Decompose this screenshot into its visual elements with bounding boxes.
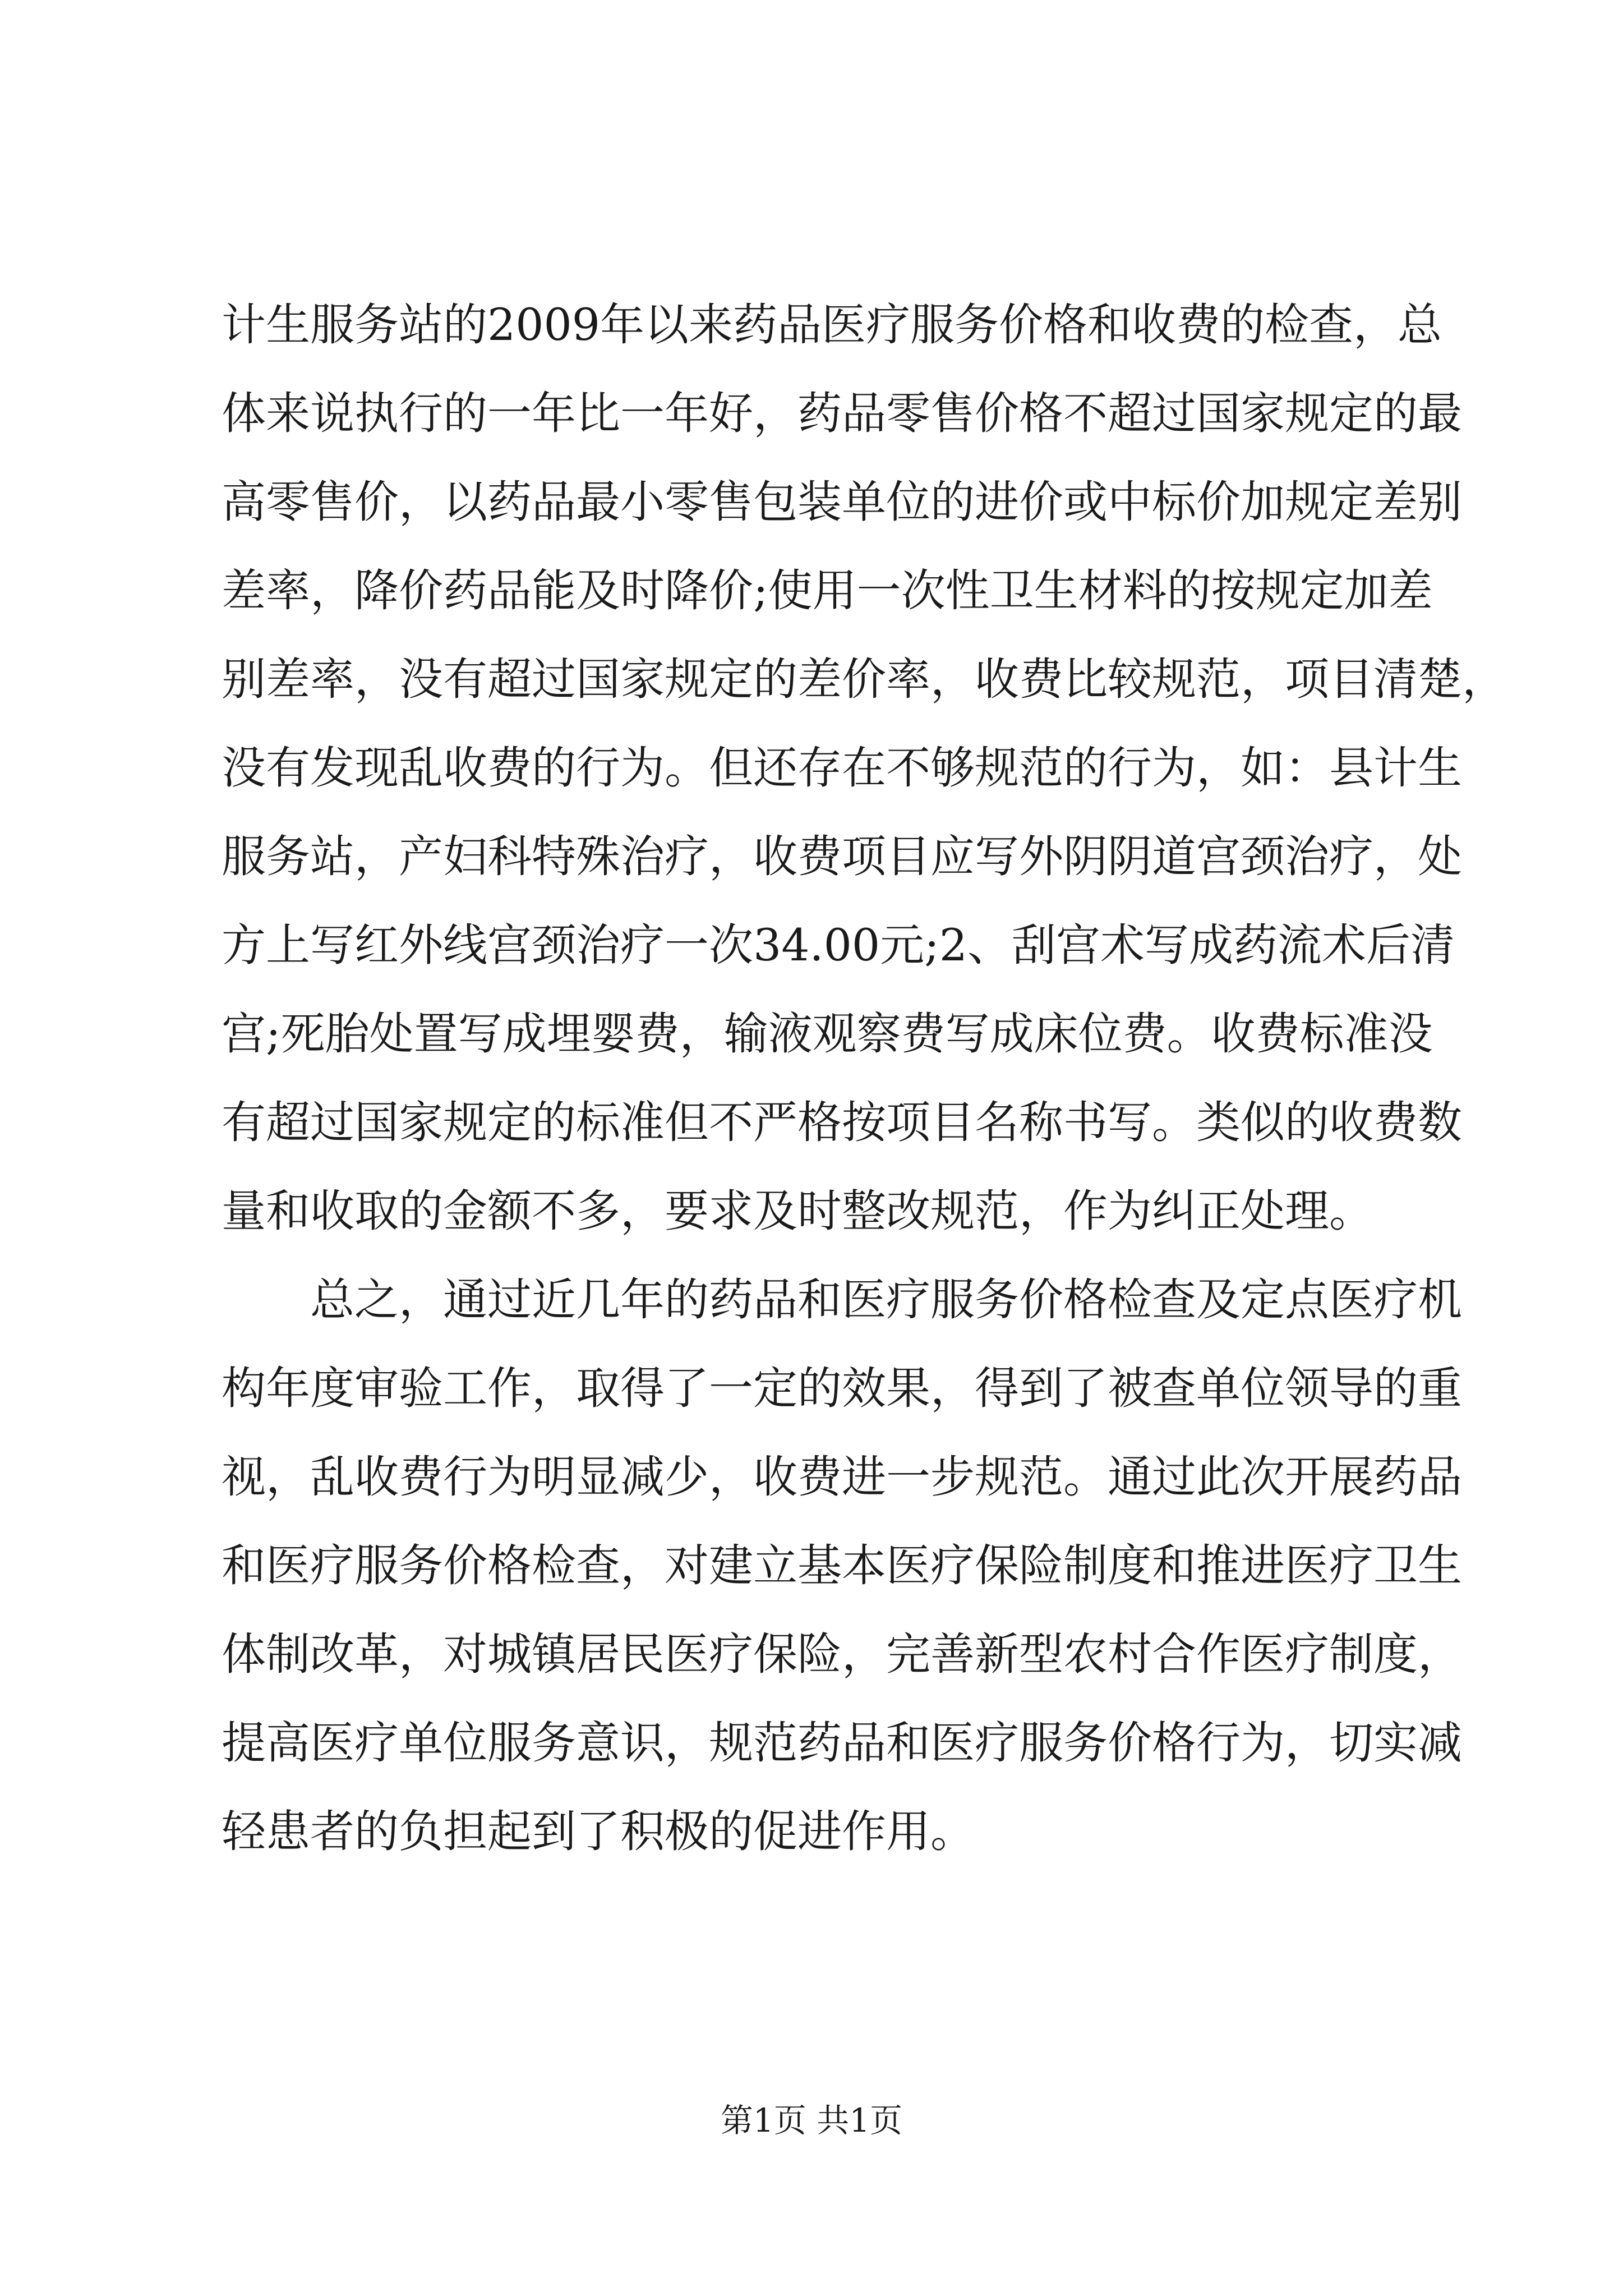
paragraph-1 — [222, 280, 1506, 1255]
paragraph-line: 和医疗服务价格检查，对建立基本医疗保险制度和推进医疗卫生 — [222, 1540, 1462, 1591]
paragraph-line: 服务站，产妇科特殊治疗，收费项目应写外阴阴道宫颈治疗，处 — [222, 831, 1462, 882]
paragraph-line: 视，乱收费行为明显减少，收费进一步规范。通过此次开展药品 — [222, 1451, 1462, 1503]
paragraph-line: 体制改革，对城镇居民医疗保险，完善新型农村合作医疗制度， — [222, 1628, 1462, 1680]
paragraph-line: 方上写红外线宫颈治疗一次34.00元;2、刮宫术写成药流术后清 — [222, 919, 1455, 971]
paragraph-line: 高零售价，以药品最小零售包装单位的进价或中标价加规定差别 — [222, 476, 1462, 528]
paragraph-line: 有超过国家规定的标准但不严格按项目名称书写。类似的收费数 — [222, 1097, 1462, 1148]
paragraph-line: 没有发现乱收费的行为。但还存在不够规范的行为，如：县计生 — [222, 742, 1462, 794]
paragraph-line: 总之，通过近几年的药品和医疗服务价格检查及定点医疗机 — [310, 1274, 1462, 1326]
paragraph-line: 差率，降价药品能及时降价;使用一次性卫生材料的按规定加差 — [222, 565, 1433, 616]
paragraph-line: 量和收取的金额不多，要求及时整改规范，作为纠正处理。 — [222, 1185, 1373, 1237]
document-body — [222, 280, 1506, 1876]
paragraph-line: 别差率，没有超过国家规定的差价率，收费比较规范，项目清楚， — [222, 654, 1506, 705]
paragraph-line: 构年度审验工作，取得了一定的效果，得到了被查单位领导的重 — [222, 1363, 1462, 1414]
paragraph-line: 体来说执行的一年比一年好，药品零售价格不超过国家规定的最 — [222, 388, 1462, 439]
page-footer: 第1页 共1页 — [720, 2101, 903, 2139]
paragraph-line: 宫;死胎处置写成埋婴费，输液观察费写成床位费。收费标准没 — [222, 1008, 1433, 1060]
paragraph-2 — [222, 1255, 1462, 1876]
paragraph-line: 计生服务站的2009年以来药品医疗服务价格和收费的检查，总 — [222, 299, 1442, 351]
paragraph-line: 提高医疗单位服务意识，规范药品和医疗服务价格行为，切实减 — [222, 1717, 1462, 1769]
paragraph-line: 轻患者的负担起到了积极的促进作用。 — [222, 1806, 975, 1857]
